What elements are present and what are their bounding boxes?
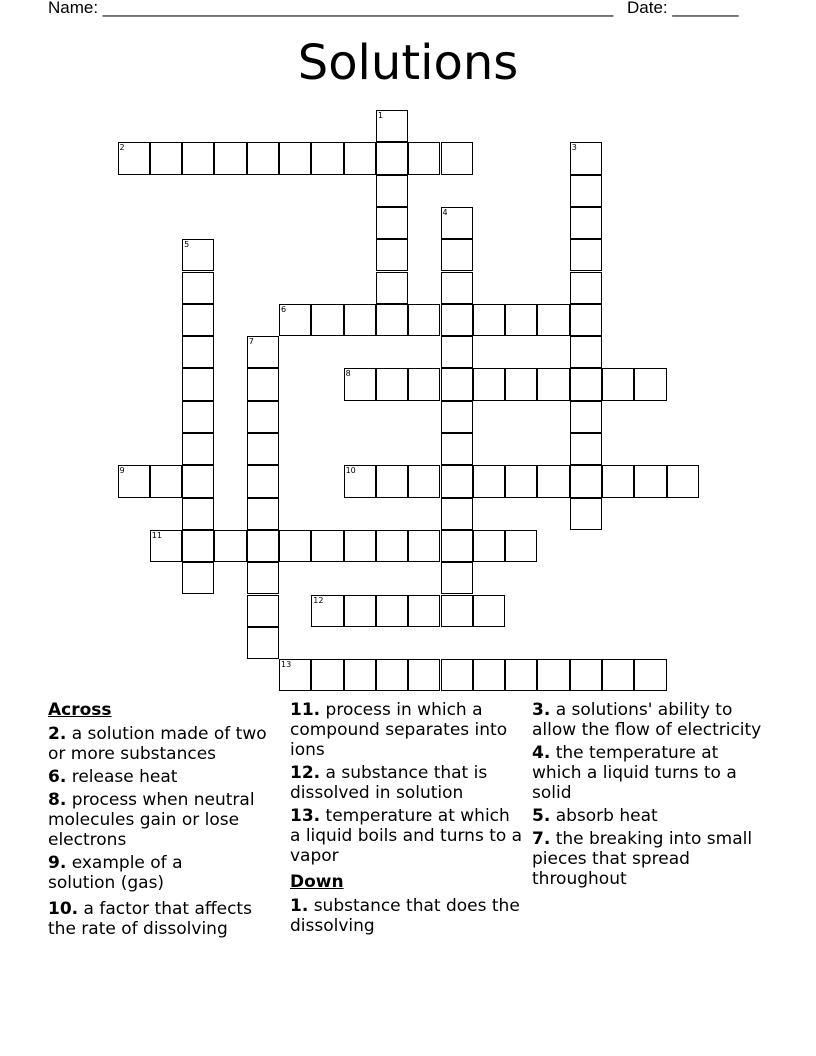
grid-cell[interactable] xyxy=(505,304,537,336)
clue-column-2 xyxy=(290,700,524,939)
grid-cell[interactable] xyxy=(667,465,699,497)
grid-cell[interactable] xyxy=(376,595,408,627)
grid-cell[interactable] xyxy=(150,142,182,174)
clue-across-10: 10. a factor that affects the rate of dissolving xyxy=(48,899,252,939)
clue-number: 13 xyxy=(281,660,292,670)
grid-cell[interactable] xyxy=(247,498,279,530)
grid-cell[interactable] xyxy=(537,465,569,497)
grid-cell[interactable] xyxy=(118,142,150,174)
grid-cell[interactable] xyxy=(182,142,214,174)
grid-cell[interactable] xyxy=(441,433,473,465)
grid-cell[interactable] xyxy=(473,659,505,691)
clue-down-4: 4. the temperature at which a liquid turns to a solid xyxy=(532,743,737,803)
clue-number: 9 xyxy=(119,466,125,476)
grid-cell[interactable] xyxy=(376,239,408,271)
grid-cell[interactable] xyxy=(376,530,408,562)
clue-across-13: 13. temperature at which a liquid boils and turns to a vapor xyxy=(290,806,523,866)
grid-cell[interactable] xyxy=(376,368,408,400)
grid-cell[interactable] xyxy=(344,304,376,336)
grid-cell[interactable] xyxy=(441,401,473,433)
grid-cell[interactable] xyxy=(311,530,343,562)
grid-cell[interactable] xyxy=(441,465,473,497)
grid-cell[interactable] xyxy=(182,498,214,530)
across-heading: Across xyxy=(48,700,112,720)
grid-cell[interactable] xyxy=(408,142,440,174)
clue-number: 6 xyxy=(281,304,287,314)
grid-cell[interactable] xyxy=(570,304,602,336)
grid-cell[interactable] xyxy=(441,336,473,368)
grid-cell[interactable] xyxy=(441,498,473,530)
grid-cell[interactable] xyxy=(505,530,537,562)
grid-cell[interactable] xyxy=(570,142,602,174)
grid-cell[interactable] xyxy=(247,530,279,562)
grid-cell[interactable] xyxy=(473,304,505,336)
grid-cell[interactable] xyxy=(344,530,376,562)
grid-cell[interactable] xyxy=(473,465,505,497)
grid-cell[interactable] xyxy=(344,659,376,691)
grid-cell[interactable] xyxy=(634,368,666,400)
clue-down-5: 5. absorb heat xyxy=(532,806,658,826)
clue-across-2: 2. a solution made of two or more substances xyxy=(48,724,267,764)
grid-cell[interactable] xyxy=(247,142,279,174)
clue-column-1 xyxy=(48,700,284,942)
clue-column-3 xyxy=(532,700,768,892)
grid-cell[interactable] xyxy=(182,530,214,562)
grid-cell[interactable] xyxy=(344,465,376,497)
grid-cell[interactable] xyxy=(376,304,408,336)
grid-cell[interactable] xyxy=(150,465,182,497)
clue-across-6: 6. release heat xyxy=(48,767,178,787)
grid-cell[interactable] xyxy=(118,465,150,497)
grid-cell[interactable] xyxy=(376,659,408,691)
page-title: Solutions xyxy=(297,35,519,91)
grid-cell[interactable] xyxy=(279,304,311,336)
grid-cell[interactable] xyxy=(247,627,279,659)
grid-cell[interactable] xyxy=(311,659,343,691)
grid-cell[interactable] xyxy=(441,368,473,400)
grid-cell[interactable] xyxy=(441,272,473,304)
grid-cell[interactable] xyxy=(441,239,473,271)
grid-cell[interactable] xyxy=(441,530,473,562)
clue-down-7: 7. the breaking into small pieces that spread throughout xyxy=(532,829,753,889)
name-field: Name: ______________________________________________________ xyxy=(48,0,614,17)
clue-across-9: 9. example of a solution (gas) xyxy=(48,853,183,893)
clue-number: 10 xyxy=(345,466,356,476)
grid-cell[interactable] xyxy=(182,465,214,497)
grid-cell[interactable] xyxy=(376,207,408,239)
grid-cell[interactable] xyxy=(634,465,666,497)
grid-cell[interactable] xyxy=(182,433,214,465)
grid-cell[interactable] xyxy=(537,368,569,400)
grid-cell[interactable] xyxy=(505,659,537,691)
grid-cell[interactable] xyxy=(570,368,602,400)
grid-cell[interactable] xyxy=(570,336,602,368)
grid-cell[interactable] xyxy=(602,465,634,497)
grid-cell[interactable] xyxy=(247,433,279,465)
grid-cell[interactable] xyxy=(570,207,602,239)
grid-cell[interactable] xyxy=(247,336,279,368)
clue-number: 4 xyxy=(442,207,448,217)
grid-cell[interactable] xyxy=(376,465,408,497)
grid-cell[interactable] xyxy=(570,659,602,691)
grid-cell[interactable] xyxy=(376,142,408,174)
grid-cell[interactable] xyxy=(344,595,376,627)
grid-cell[interactable] xyxy=(537,304,569,336)
clue-number: 11 xyxy=(151,530,162,540)
grid-cell[interactable] xyxy=(150,530,182,562)
grid-cell[interactable] xyxy=(247,465,279,497)
grid-cell[interactable] xyxy=(602,368,634,400)
clue-across-8: 8. process when neutral molecules gain or lose electrons xyxy=(48,790,255,850)
grid-cell[interactable] xyxy=(408,465,440,497)
grid-cell[interactable] xyxy=(182,368,214,400)
grid-cell[interactable] xyxy=(214,530,246,562)
grid-cell[interactable] xyxy=(376,175,408,207)
grid-cell[interactable] xyxy=(279,530,311,562)
clue-across-11: 11. process in which a compound separates into ions xyxy=(290,700,508,760)
grid-cell[interactable] xyxy=(570,433,602,465)
grid-cell[interactable] xyxy=(408,659,440,691)
grid-cell[interactable] xyxy=(182,401,214,433)
grid-cell[interactable] xyxy=(570,239,602,271)
grid-cell[interactable] xyxy=(311,142,343,174)
grid-cell[interactable] xyxy=(441,304,473,336)
grid-cell[interactable] xyxy=(570,465,602,497)
grid-cell[interactable] xyxy=(214,142,246,174)
grid-cell[interactable] xyxy=(441,207,473,239)
grid-cell[interactable] xyxy=(376,272,408,304)
grid-cell[interactable] xyxy=(505,368,537,400)
grid-cell[interactable] xyxy=(279,659,311,691)
clue-number: 12 xyxy=(313,595,324,605)
grid-cell[interactable] xyxy=(311,595,343,627)
clue-number: 1 xyxy=(377,111,383,120)
clue-number: 5 xyxy=(184,240,190,250)
grid-cell[interactable] xyxy=(473,368,505,400)
grid-cell[interactable] xyxy=(505,465,537,497)
grid-cell[interactable] xyxy=(247,595,279,627)
grid-cell[interactable] xyxy=(441,595,473,627)
clue-number: 2 xyxy=(119,143,125,153)
clue-number: 3 xyxy=(571,143,577,153)
grid-cell[interactable] xyxy=(408,595,440,627)
grid-cell[interactable] xyxy=(408,530,440,562)
grid-cell[interactable] xyxy=(344,142,376,174)
grid-cell[interactable] xyxy=(441,562,473,594)
grid-cell[interactable] xyxy=(570,498,602,530)
grid-cell[interactable] xyxy=(570,272,602,304)
grid-cell[interactable] xyxy=(182,336,214,368)
date-field: Date: _______ xyxy=(627,0,739,17)
grid-cell[interactable] xyxy=(441,659,473,691)
grid-cell[interactable] xyxy=(344,368,376,400)
grid-cell[interactable] xyxy=(570,175,602,207)
clue-across-12: 12. a substance that is dissolved in solution xyxy=(290,763,488,803)
grid-cell[interactable] xyxy=(537,659,569,691)
grid-cell[interactable] xyxy=(279,142,311,174)
grid-cell[interactable] xyxy=(247,368,279,400)
clue-number: 8 xyxy=(345,369,351,379)
grid-cell[interactable] xyxy=(408,304,440,336)
grid-cell[interactable] xyxy=(182,562,214,594)
grid-cell[interactable] xyxy=(182,239,214,271)
grid-cell[interactable] xyxy=(247,401,279,433)
clue-down-1: 1. substance that does the dissolving xyxy=(290,896,520,936)
grid-cell[interactable] xyxy=(247,562,279,594)
grid-cell[interactable] xyxy=(473,530,505,562)
grid-cell[interactable] xyxy=(182,272,214,304)
clue-down-3: 3. a solutions' ability to allow the flow of electricity xyxy=(532,700,762,740)
clue-number: 7 xyxy=(248,337,254,347)
grid-cell[interactable] xyxy=(182,304,214,336)
grid-cell[interactable] xyxy=(634,659,666,691)
grid-cell[interactable] xyxy=(473,595,505,627)
grid-cell[interactable] xyxy=(441,142,473,174)
grid-cell[interactable] xyxy=(570,401,602,433)
grid-cell[interactable] xyxy=(376,110,408,142)
grid-cell[interactable] xyxy=(408,368,440,400)
grid-cell[interactable] xyxy=(602,659,634,691)
down-heading: Down xyxy=(290,872,344,892)
grid-cell[interactable] xyxy=(311,304,343,336)
